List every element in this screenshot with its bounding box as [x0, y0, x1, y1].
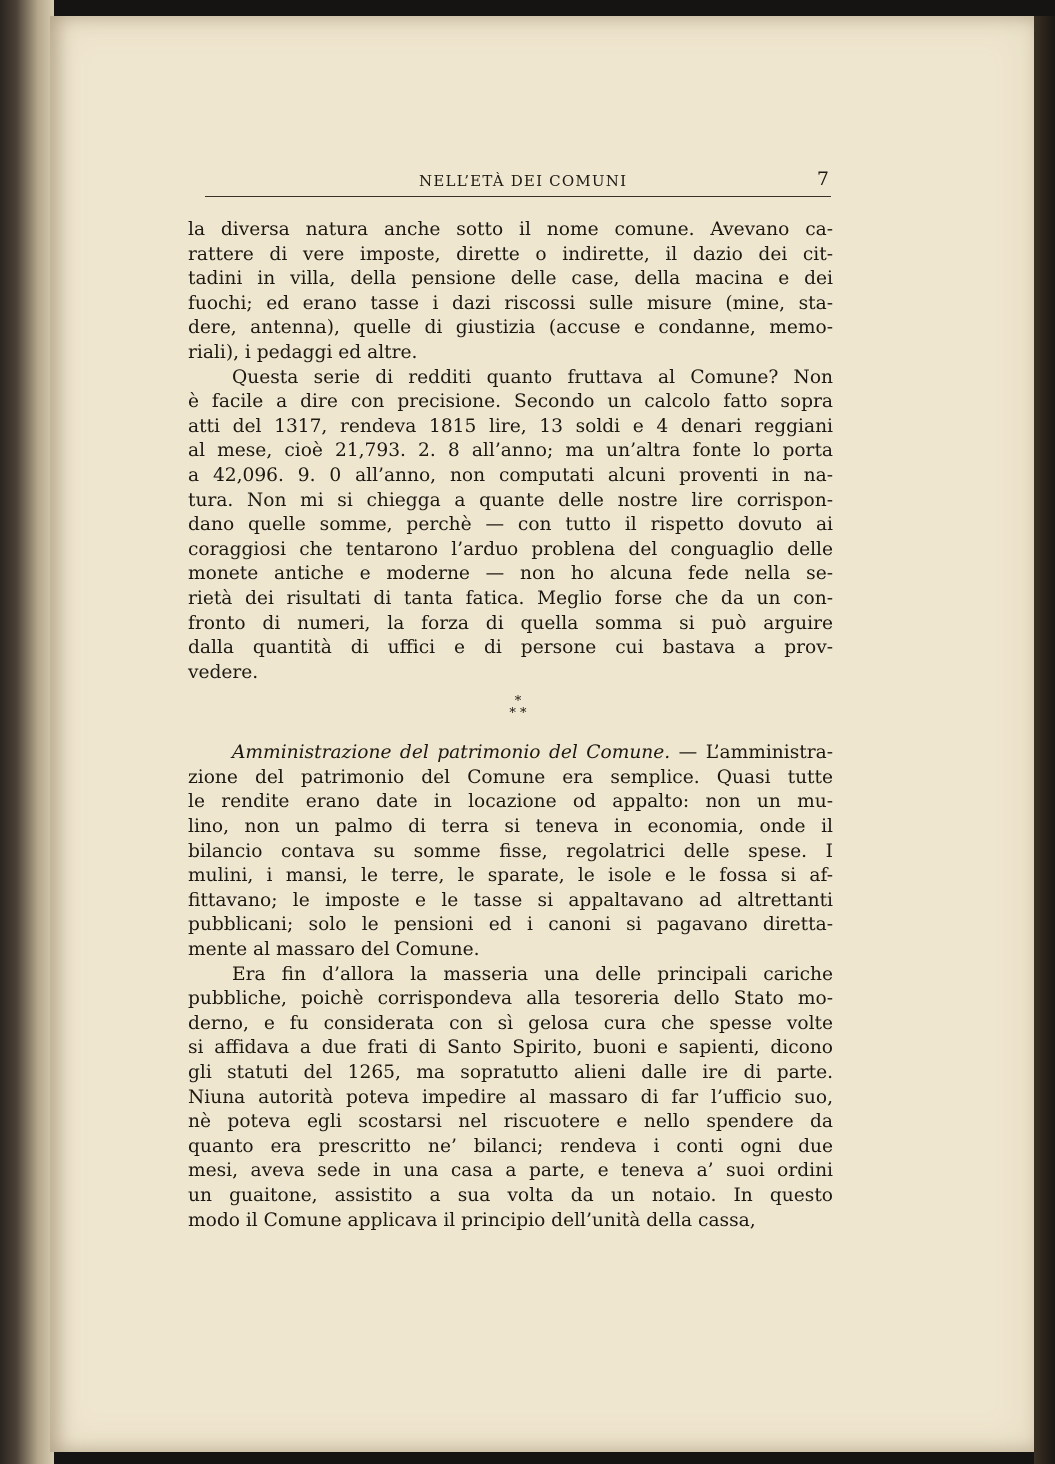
text-line: rietà dei risultati di tanta fatica. Meglio forse che da un con- — [188, 587, 833, 609]
text-line — [188, 741, 833, 766]
asterism-top: * — [514, 694, 522, 709]
text-line: un guaitone, assistito a sua volta da un notaio. In questo — [188, 1184, 833, 1206]
text-line: Niuna autorità poteva impedire al massaro di far l’ufficio suo, — [188, 1086, 833, 1108]
text-line: fuochi; ed erano tasse i dazi riscossi sulle misure (mine, sta- — [188, 292, 833, 314]
paragraph-3 — [188, 741, 833, 962]
body-text — [188, 218, 833, 1233]
text-line: Era fin d’allora la masseria una delle principali cariche — [232, 963, 833, 985]
header-rule — [205, 196, 831, 197]
text-line: dano quelle somme, perchè — con tutto il rispetto dovuto ai — [188, 514, 833, 536]
text-line: è facile a dire con precisione. Secondo un calcolo fatto sopra — [188, 391, 833, 413]
running-head: NELL’ETÀ DEI COMUNI — [419, 172, 628, 190]
text-line: quanto era prescritto ne’ bilanci; rendeva i conti ogni due — [188, 1135, 833, 1157]
text-line: lino, non un palmo di terra si teneva in economia, onde il — [188, 816, 833, 838]
text-line: pubblicani; solo le pensioni ed i canoni si pagavano diretta- — [188, 914, 833, 936]
text-line: rattere di vere imposte, dirette o indirette, il dazio dei cit- — [188, 243, 833, 265]
text-line: gli statuti del 1265, ma sopratutto alieni dalle ire di parte. — [188, 1062, 833, 1083]
text-line: vedere. — [188, 661, 259, 683]
text-line: riali), i pedaggi ed altre. — [188, 341, 418, 363]
text-line: zione del patrimonio del Comune era semplice. Quasi tutte — [188, 766, 833, 788]
text-line: bilancio contava su somme fisse, regolatrici delle spese. I — [188, 840, 833, 862]
paragraph-2 — [188, 366, 833, 686]
paragraph-1 — [188, 218, 833, 366]
asterism-bottom: * * — [509, 706, 527, 721]
asterism — [488, 696, 548, 720]
text-line: Questa serie di redditi quanto fruttava al Comune? Non — [232, 366, 833, 388]
paragraph-4 — [188, 963, 833, 1234]
text-line: la diversa natura anche sotto il nome comune. Avevano ca- — [188, 219, 833, 240]
text-line: a 42,096. 9. 0 all’anno, non computati alcuni proventi in na- — [188, 464, 833, 486]
page-edge — [1034, 16, 1055, 1464]
text-line: al mese, cioè 21,793. 2. 8 all’anno; ma un’altra fonte lo porta — [188, 440, 833, 462]
text-line: le rendite erano date in locazione od appalto: non un mu- — [188, 791, 833, 813]
page-header — [205, 168, 833, 196]
text-line: mulini, i mansi, le terre, le sparate, le isole e le fossa si af- — [188, 865, 833, 887]
text-line: si affidava a due frati di Santo Spirito, buoni e sapienti, dicono — [188, 1037, 833, 1059]
text-line: nè poteva egli scostarsi nel riscuotere e nello spendere da — [188, 1111, 833, 1133]
text-line: dalla quantità di uffici e di persone cui bastava a prov- — [188, 637, 833, 659]
text-line: pubbliche, poichè corrispondeva alla tesoreria dello Stato mo- — [188, 988, 833, 1010]
book-spine — [0, 0, 54, 1464]
text-line: modo il Comune applicava il principio dell’unità della cassa, — [188, 1209, 756, 1231]
text-line: fronto di numeri, la forza di quella somma si può arguire — [188, 612, 833, 634]
text-line: tura. Non mi si chiegga a quante delle nostre lire corrispon- — [188, 489, 833, 511]
text-line: mente al massaro del Comune. — [188, 939, 480, 961]
text-line: fittavano; le imposte e le tasse si appaltavano ad altrettanti — [188, 889, 833, 911]
text-line: derno, e fu considerata con sì gelosa cura che spesse volte — [188, 1012, 833, 1034]
text-line: coraggiosi che tentarono l’arduo problena del conguaglio delle — [188, 538, 833, 560]
section-title: Amministrazione del patrimonio del Comune. — [232, 742, 671, 764]
text-line: mesi, aveva sede in una casa a parte, e teneva a’ suoi ordini — [188, 1160, 833, 1182]
section-title-continuation: — L’amministra- — [670, 742, 833, 764]
text-line: atti del 1317, rendeva 1815 lire, 13 soldi e 4 denari reggiani — [188, 415, 833, 437]
text-line: monete antiche e moderne — non ho alcuna fede nella se- — [188, 563, 833, 585]
text-line: tadini in villa, della pensione delle case, della macina e dei — [188, 268, 833, 290]
text-line: dere, antenna), quelle di giustizia (accuse e condanne, memo- — [188, 317, 833, 339]
page-number: 7 — [816, 168, 829, 190]
